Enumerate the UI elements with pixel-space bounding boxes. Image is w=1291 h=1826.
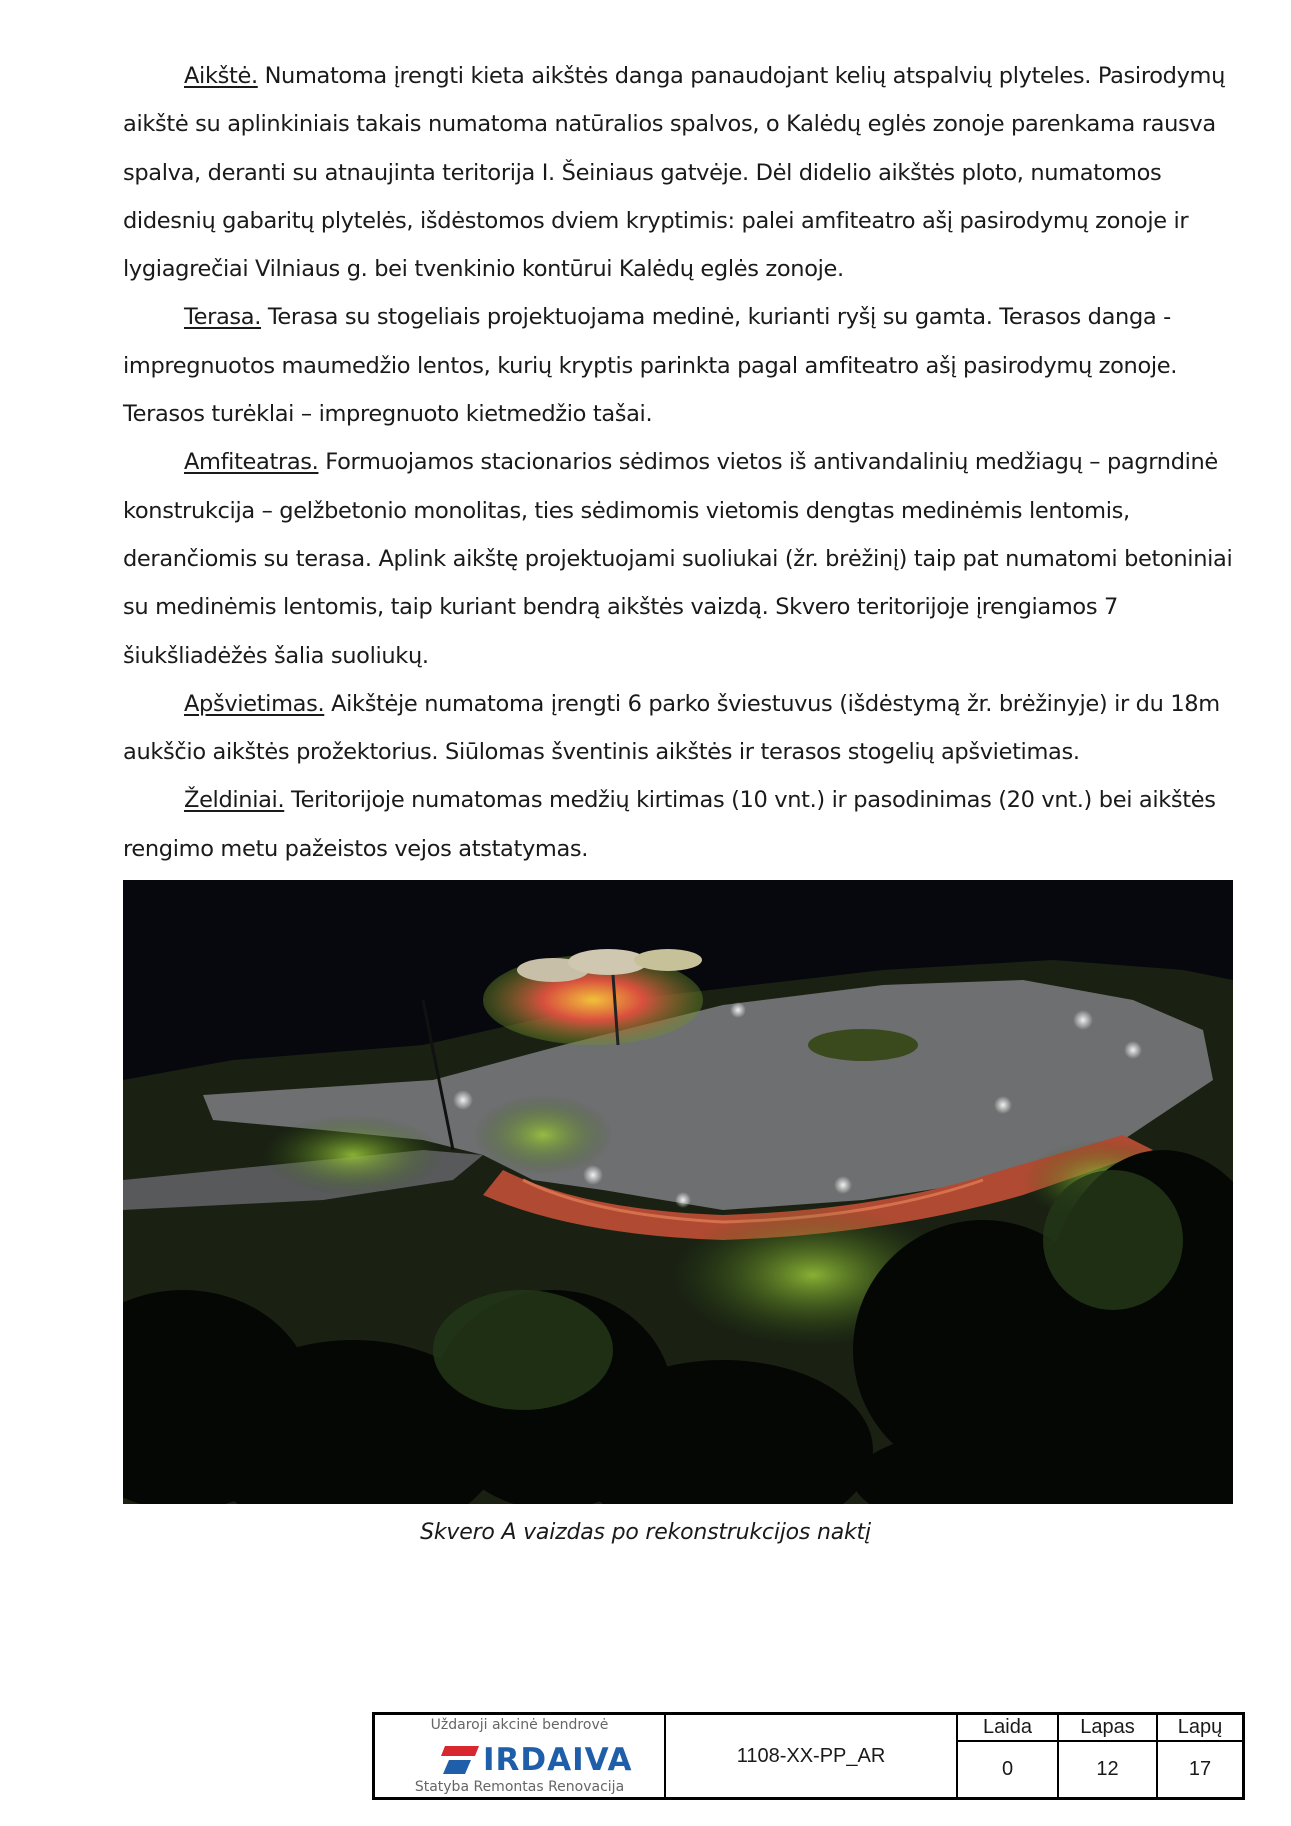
- paragraph-text: Numatoma įrengti kieta aikštės danga panaudojant kelių atspalvių plyteles. Pasirodymų aikštė su aplinkiniais takais numatoma natūralios spalvos, o Kalėdų eglės zonoje parenkama rausva spalva, deranti su atnaujinta teritorija I. Šeiniaus gatvėje. Dėl didelio aikštės ploto, numatomos didesnių gabaritų plytelės, išdėstomos dviem kryptimis: palei amfiteatro ašį pasirodymų zonoje ir lygiagrečiai Vilniaus g. bei tvenkinio kontūrui Kalėdų eglės zonoje.: [123, 63, 1226, 283]
- logo-mark-icon: [441, 1746, 479, 1774]
- paragraph-text: Teritorijoje numatomas medžių kirtimas (10 vnt.) ir pasodinimas (20 vnt.) bei aikštės rengimo metu pažeistos vejos atstatymas.: [123, 787, 1216, 862]
- company-tagline: Statyba Remontas Renovacija: [414, 1779, 625, 1795]
- title-block: [372, 1712, 1245, 1800]
- body-text: [123, 52, 1245, 873]
- paragraph-heading: Amfiteatras.: [184, 449, 319, 476]
- paragraph-apsvietimas: [123, 680, 1245, 777]
- value-lapu: 17: [1156, 1742, 1242, 1797]
- header-lapu: Lapų: [1156, 1715, 1242, 1742]
- paragraph-text: Aikštėje numatoma įrengti 6 parko šviestuvus (išdėstymą žr. brėžinyje) ir du 18m aukščio aikštės prožektorius. Siūlomas šventinis aikštės ir terasos stogelių apšvietimas.: [123, 690, 1220, 766]
- paragraph-text: Terasa su stogeliais projektuojama medinė, kurianti ryšį su gamta. Terasos danga - impregnuotos maumedžio lentos, kurių kryptis parinkta pagal amfiteatro ašį pasirodymų zonoje. Terasos turėklai – impregnuoto kietmedžio tašai.: [123, 304, 1178, 428]
- logo-text: IRDAIVA: [483, 1742, 633, 1778]
- company-name: Uždaroji akcinė bendrovė: [430, 1717, 609, 1733]
- night-render-image: [123, 880, 1233, 1504]
- header-laida: Laida: [958, 1715, 1057, 1742]
- paragraph-heading: Aikštė.: [184, 63, 258, 89]
- sheet-info-grid: [958, 1715, 1242, 1797]
- company-logo: [441, 1742, 633, 1778]
- paragraph-aikste: [123, 52, 1245, 293]
- value-lapas: 12: [1057, 1742, 1156, 1797]
- paragraph-heading: Apšvietimas.: [184, 690, 325, 717]
- document-code: 1108-XX-PP_AR: [666, 1715, 958, 1797]
- company-cell: [375, 1715, 666, 1797]
- paragraph-heading: Želdiniai.: [184, 787, 285, 814]
- value-laida: 0: [1001, 1758, 1014, 1780]
- paragraph-text: Formuojamos stacionarios sėdimos vietos iš antivandalinių medžiagų – pagrndinė konstrukcija – gelžbetonio monolitas, ties sėdimomis vietomis dengtas medinėmis lentomis, derančiomis su terasa. Aplink aikštę projektuojami suoliukai (žr. brėžinį) taip pat numatomi betoniniai su medinėmis lentomis, taip kuriant bendrą aikštės vaizdą. Skvero teritorijoje įrengiamos 7 šiukšliadėžės šalia suoliukų.: [123, 449, 1233, 669]
- paragraph-zeldiniai: [123, 776, 1245, 873]
- header-lapas: Lapas: [1057, 1715, 1156, 1742]
- render-illustration: [123, 880, 1233, 1504]
- paragraph-terasa: [123, 293, 1245, 438]
- figure-caption: Skvero A vaizdas po rekonstrukcijos naktį: [420, 1520, 871, 1545]
- paragraph-amfiteatras: [123, 438, 1245, 679]
- paragraph-heading: Terasa.: [184, 304, 262, 331]
